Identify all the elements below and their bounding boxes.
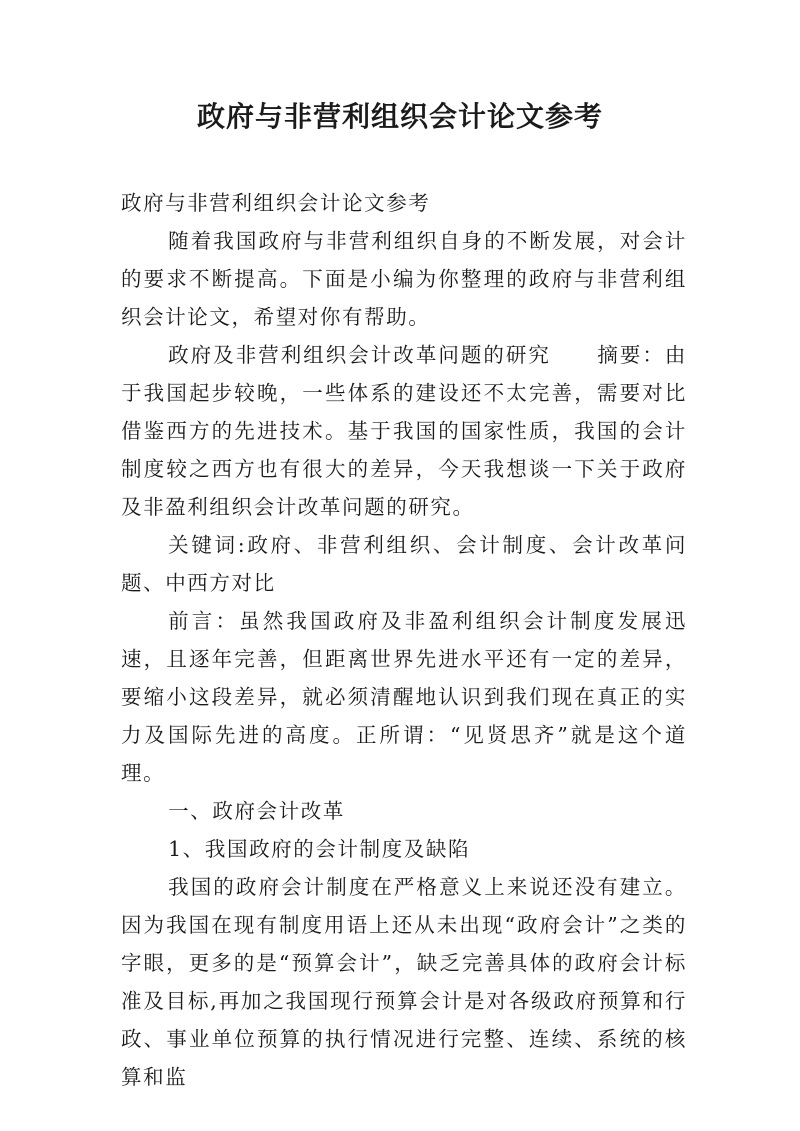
paper-title: 政府及非营利组织会计改革问题的研究 xyxy=(168,343,551,367)
preface-paragraph: 前言：虽然我国政府及非盈利组织会计制度发展迅速，且逐年完善，但距离世界先进水平还有一定的差异，要缩小这段差异，就必须清醒地认识到我们现在真正的实力及国际先进的高度。正所谓：“见贤思齐”就是这个道理。 xyxy=(121,609,687,785)
document-body xyxy=(121,184,687,1096)
keywords-paragraph: 关键词:政府、非营利组织、会计制度、会计改革问题、中西方对比 xyxy=(121,533,687,595)
section-heading: 一、政府会计改革 xyxy=(168,799,345,823)
body-paragraph: 我国的政府会计制度在严格意义上来说还没有建立。因为我国在现有制度用语上还从未出现“政府会计”之类的字眼，更多的是“预算会计”，缺乏完善具体的政府会计标准及目标,再加之我国现行预算会计是对各级政府预算和行政、事业单位预算的执行情况进行完整、连续、系统的核算和监 xyxy=(121,875,687,1089)
intro-paragraph: 随着我国政府与非营利组织自身的不断发展，对会计的要求不断提高。下面是小编为你整理的政府与非营利组织会计论文，希望对你有帮助。 xyxy=(121,229,687,329)
document-title: 政府与非营利组织会计论文参考 xyxy=(196,100,603,133)
abstract-text: 摘要：由于我国起步较晚，一些体系的建设还不太完善，需要对比借鉴西方的先进技术。基于我国的国家性质，我国的会计制度较之西方也有很大的差异，今天我想谈一下关于政府及非盈利组织会计改革问题的研究。 xyxy=(121,343,688,519)
document-subtitle: 政府与非营利组织会计论文参考 xyxy=(121,191,431,215)
paper-heading-paragraph xyxy=(121,336,687,526)
subsection-heading: 1、我国政府的会计制度及缺陷 xyxy=(168,837,471,861)
